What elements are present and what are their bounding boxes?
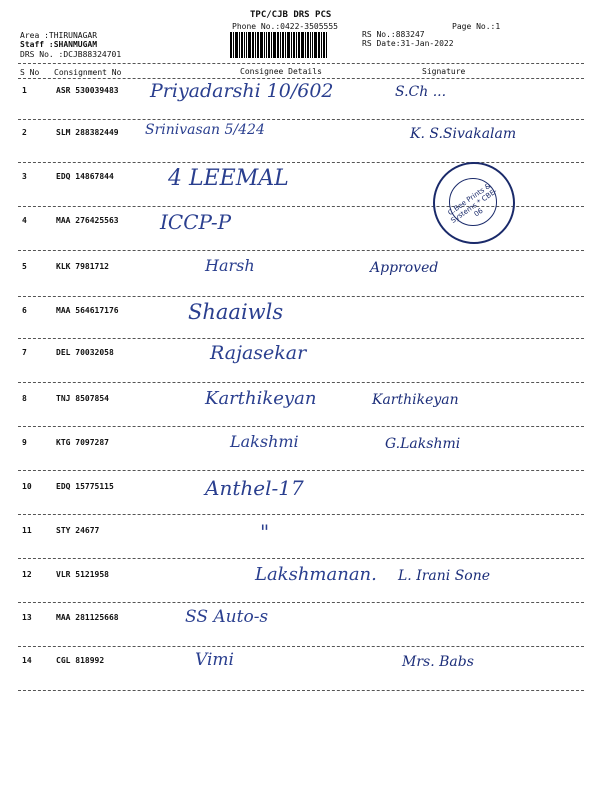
company-stamp bbox=[433, 162, 515, 244]
header-divider-top bbox=[18, 63, 584, 64]
column-signature: Signature bbox=[422, 67, 466, 76]
row-signature: Karthikeyan bbox=[372, 392, 459, 408]
row-divider bbox=[18, 382, 584, 383]
staff-field: Staff :SHANMUGAM bbox=[20, 40, 98, 49]
row-consignment-number: MAA 564617176 bbox=[56, 306, 119, 315]
row-consignment-number: CGL 818992 bbox=[56, 656, 105, 665]
header-divider-bottom bbox=[18, 78, 584, 79]
row-signature: Approved bbox=[370, 260, 439, 276]
row-divider bbox=[18, 470, 584, 471]
row-sno: 13 bbox=[22, 613, 32, 622]
row-consignment-number: ASR 530039483 bbox=[56, 86, 119, 95]
row-consignment-number: STY 24677 bbox=[56, 526, 100, 535]
row-divider bbox=[18, 646, 584, 647]
row-consignee-handwritten: Lakshmi bbox=[230, 432, 299, 451]
row-consignee-handwritten: Harsh bbox=[205, 256, 255, 275]
row-divider bbox=[18, 514, 584, 515]
row-consignee-handwritten: Karthikeyan bbox=[205, 388, 317, 409]
row-consignee-handwritten: Priyadarshi 10/602 bbox=[150, 80, 334, 102]
rs-date: RS Date:31-Jan-2022 bbox=[362, 39, 454, 48]
row-consignee-handwritten: ICCP-P bbox=[160, 210, 232, 234]
row-consignment-number: DEL 70032058 bbox=[56, 348, 114, 357]
barcode bbox=[230, 32, 360, 58]
row-consignment-number: KTG 7097287 bbox=[56, 438, 109, 447]
column-consignee: Consignee Details bbox=[240, 67, 322, 76]
row-consignment-number: EDQ 15775115 bbox=[56, 482, 114, 491]
rs-number: RS No.:883247 bbox=[362, 30, 425, 39]
row-consignee-handwritten: Srinivasan 5/424 bbox=[145, 122, 265, 138]
phone-number: Phone No.:0422-3505555 bbox=[232, 22, 338, 31]
row-consignee-handwritten: SS Auto-s bbox=[185, 607, 269, 627]
row-consignment-number: EDQ 14867844 bbox=[56, 172, 114, 181]
page-number: Page No.:1 bbox=[452, 22, 501, 31]
row-consignee-handwritten: Lakshmanan. bbox=[255, 564, 377, 585]
row-sno: 9 bbox=[22, 438, 27, 447]
row-sno: 5 bbox=[22, 262, 27, 271]
row-divider bbox=[18, 558, 584, 559]
row-divider bbox=[18, 338, 584, 339]
row-signature: Mrs. Babs bbox=[402, 654, 474, 670]
row-signature: L. Irani Sone bbox=[398, 568, 491, 584]
row-signature: G.Lakshmi bbox=[385, 436, 461, 452]
row-sno: 7 bbox=[22, 348, 27, 357]
row-consignment-number: MAA 276425563 bbox=[56, 216, 119, 225]
column-consignment: Consignment No bbox=[54, 68, 122, 77]
row-consignee-handwritten: " bbox=[260, 520, 270, 544]
row-consignment-number: VLR 5121958 bbox=[56, 570, 109, 579]
row-consignment-number: KLK 7981712 bbox=[56, 262, 109, 271]
row-sno: 14 bbox=[22, 656, 32, 665]
area-field: Area :THIRUNAGAR bbox=[20, 31, 98, 40]
column-sno: S No bbox=[20, 68, 40, 77]
row-divider bbox=[18, 119, 584, 120]
row-sno: 6 bbox=[22, 306, 27, 315]
row-consignee-handwritten: Anthel-17 bbox=[205, 476, 304, 500]
document-title: TPC/CJB DRS PCS bbox=[250, 10, 332, 20]
row-sno: 3 bbox=[22, 172, 27, 181]
row-signature: S.Ch ... bbox=[395, 84, 447, 100]
row-divider bbox=[18, 296, 584, 297]
row-sno: 1 bbox=[22, 86, 27, 95]
row-divider bbox=[18, 162, 584, 163]
row-sno: 4 bbox=[22, 216, 27, 225]
row-sno: 8 bbox=[22, 394, 27, 403]
row-consignment-number: TNJ 8507854 bbox=[56, 394, 109, 403]
row-consignment-number: SLM 288382449 bbox=[56, 128, 119, 137]
row-consignee-handwritten: Vimi bbox=[195, 650, 234, 670]
row-signature: K. S.Sivakalam bbox=[410, 126, 517, 142]
row-consignee-handwritten: 4 LEEMAL bbox=[168, 166, 289, 191]
row-sno: 12 bbox=[22, 570, 32, 579]
row-consignee-handwritten: Rajasekar bbox=[210, 342, 307, 364]
drs-number: DRS No. :DCJB88324701 bbox=[20, 50, 122, 59]
row-consignment-number: MAA 281125668 bbox=[56, 613, 119, 622]
row-divider bbox=[18, 602, 584, 603]
row-sno: 2 bbox=[22, 128, 27, 137]
row-sno: 11 bbox=[22, 526, 32, 535]
row-divider bbox=[18, 426, 584, 427]
row-sno: 10 bbox=[22, 482, 32, 491]
stamp-text: C.Bee Prints & Systems * CBE-06 bbox=[446, 181, 499, 225]
row-divider bbox=[18, 690, 584, 691]
row-consignee-handwritten: Shaaiwls bbox=[188, 300, 284, 324]
row-divider bbox=[18, 250, 584, 251]
